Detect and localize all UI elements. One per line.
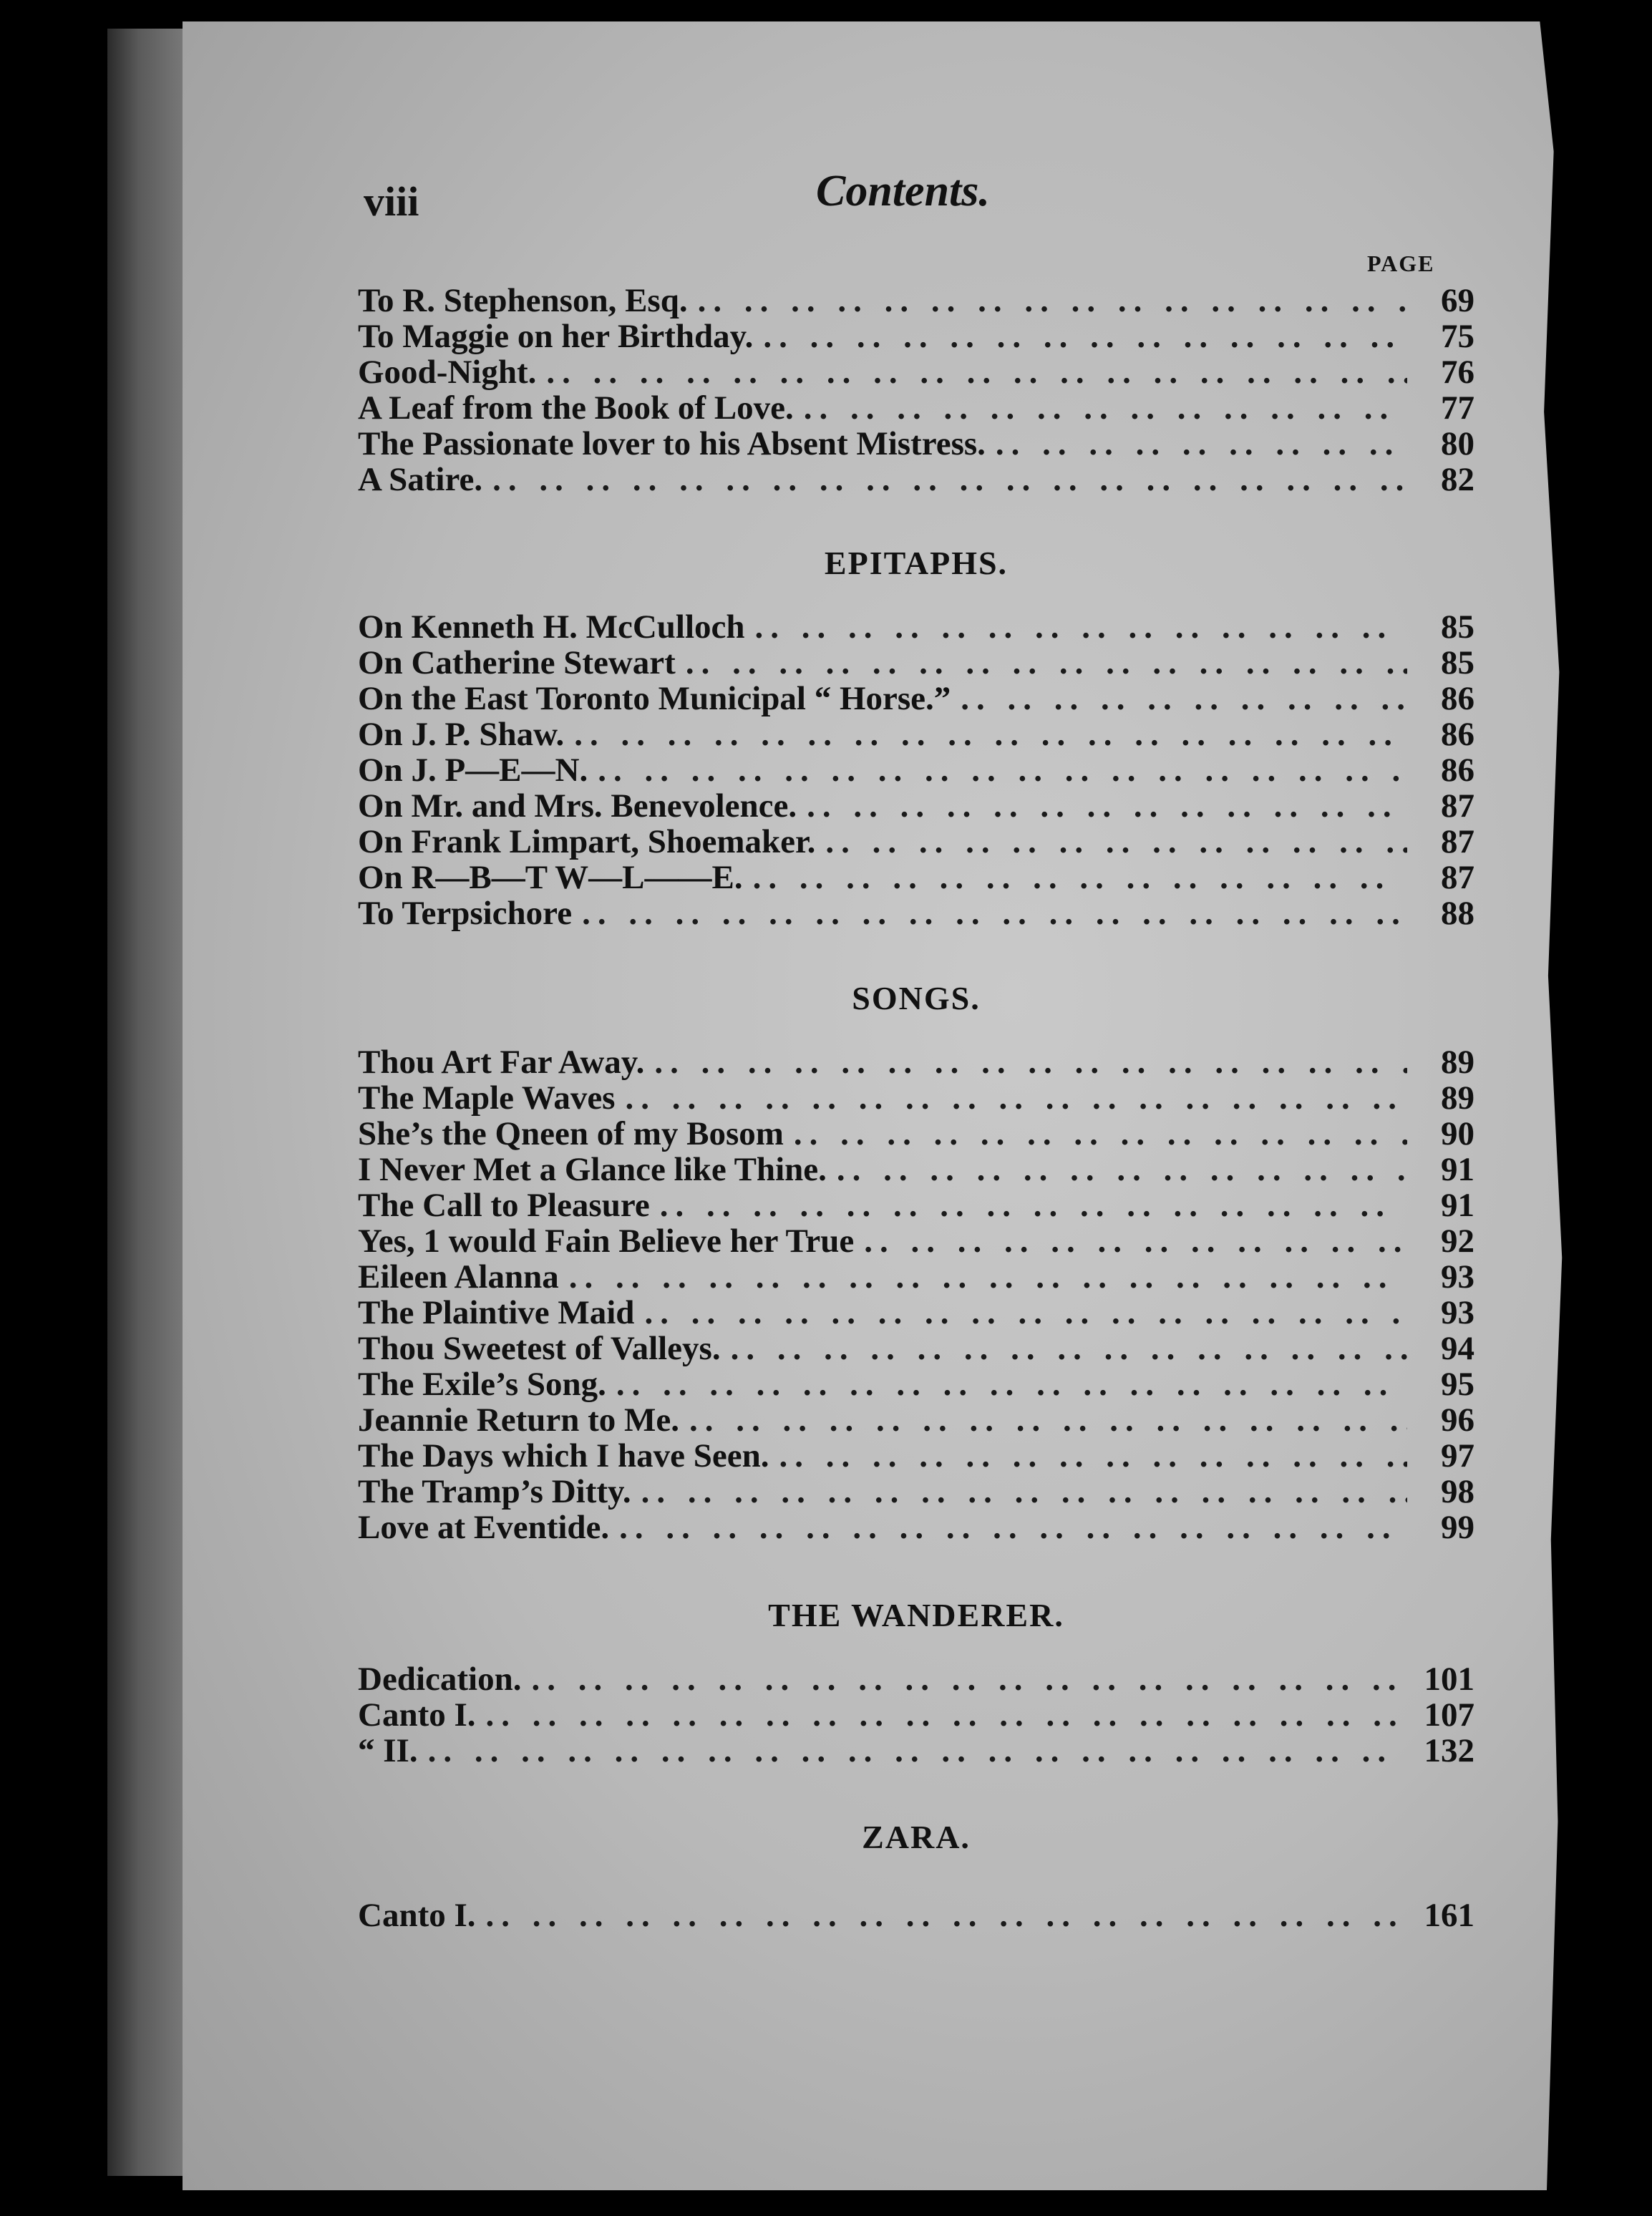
toc-entry: [358, 895, 1474, 931]
entry-page: 91: [1441, 1187, 1474, 1224]
entry-title: “ II.: [358, 1732, 418, 1769]
entry-title: On Kenneth H. McCulloch: [358, 608, 745, 646]
entry-title: On Frank Limpart, Shoemaker.: [358, 823, 816, 860]
entry-page: 99: [1441, 1509, 1474, 1546]
entry-page: 93: [1441, 1258, 1474, 1296]
dot-leader: [654, 1044, 1407, 1080]
toc-entry: [358, 426, 1474, 462]
entry-title: Good-Night.: [358, 354, 537, 391]
toc-entry: [358, 1366, 1474, 1402]
entry-title: Thou Sweetest of Valleys.: [358, 1330, 721, 1367]
entry-title: Canto I.: [358, 1696, 476, 1734]
dot-leader: [686, 645, 1407, 681]
entry-title: To R. Stephenson, Esq.: [358, 282, 688, 319]
toc-entry: [358, 1295, 1474, 1331]
entry-title: The Passionate lover to his Absent Mistress.: [358, 425, 986, 462]
dot-leader: [582, 895, 1407, 931]
entry-page: 75: [1441, 318, 1474, 355]
entry-page: 87: [1441, 787, 1474, 825]
entry-page: 96: [1441, 1401, 1474, 1439]
entry-page: 87: [1441, 859, 1474, 896]
entry-title: The Call to Pleasure: [358, 1187, 650, 1224]
entry-title: Thou Art Far Away.: [358, 1044, 645, 1081]
toc-entry: [358, 1223, 1474, 1259]
toc-entry: [358, 283, 1474, 319]
toc-entry: [358, 1116, 1474, 1152]
entry-page: 69: [1441, 282, 1474, 319]
entry-title: A Leaf from the Book of Love.: [358, 389, 794, 427]
entry-page: 161: [1424, 1897, 1474, 1934]
entry-page: 77: [1441, 389, 1474, 427]
dot-leader: [763, 319, 1407, 354]
toc-entry: [358, 681, 1474, 716]
section-heading: SONGS.: [852, 980, 981, 1016]
dot-leader: [755, 609, 1407, 645]
entry-title: On J. P. Shaw.: [358, 716, 565, 753]
dot-leader: [486, 1697, 1407, 1733]
toc-entry: [358, 1897, 1474, 1933]
entry-title: The Tramp’s Ditty.: [358, 1473, 631, 1510]
dot-leader: [531, 1661, 1407, 1697]
epitaphs-section: [358, 544, 1474, 931]
entry-page: 94: [1441, 1330, 1474, 1367]
dot-leader: [864, 1223, 1407, 1259]
entry-page: 107: [1424, 1696, 1474, 1734]
entry-page: 93: [1441, 1294, 1474, 1331]
entry-page: 101: [1424, 1661, 1474, 1698]
entry-page: 90: [1441, 1115, 1474, 1152]
entry-title: To Terpsichore: [358, 895, 573, 932]
dot-leader: [660, 1187, 1407, 1223]
entry-title: Jeannie Return to Me.: [358, 1401, 680, 1439]
entry-title: On the East Toronto Municipal “ Horse.”: [358, 680, 951, 717]
toc-entry: [358, 1438, 1474, 1474]
dot-leader: [996, 426, 1407, 462]
entry-page: 88: [1441, 895, 1474, 932]
dot-leader: [598, 752, 1407, 788]
entry-title: The Maple Waves: [358, 1079, 616, 1117]
toc-entry: [358, 390, 1474, 426]
dot-leader: [574, 716, 1407, 752]
entry-page: 85: [1441, 644, 1474, 681]
toc-entry: [358, 1152, 1474, 1187]
page-folio: viii: [364, 178, 419, 225]
entry-title: Dedication.: [358, 1661, 522, 1698]
dot-leader: [779, 1438, 1407, 1474]
toc-entry: [358, 788, 1474, 824]
entry-title: On J. P—E—N.: [358, 752, 588, 789]
entry-title: To Maggie on her Birthday.: [358, 318, 754, 355]
toc-entry: [358, 716, 1474, 752]
toc-entry: [358, 319, 1474, 354]
dot-leader: [794, 1116, 1407, 1152]
entry-page: 89: [1441, 1044, 1474, 1081]
toc-entry: [358, 462, 1474, 497]
entry-page: 132: [1424, 1732, 1474, 1769]
dot-leader: [546, 354, 1407, 390]
entry-title: On R—B—T W—L——E.: [358, 859, 743, 896]
entry-page: 95: [1441, 1366, 1474, 1403]
entry-title: The Days which I have Seen.: [358, 1437, 769, 1474]
entry-page: 89: [1441, 1079, 1474, 1117]
dot-leader: [837, 1152, 1407, 1187]
contents-front-section: [358, 283, 1474, 497]
toc-entry: [358, 354, 1474, 390]
wanderer-section: [358, 1596, 1474, 1769]
dot-leader: [619, 1510, 1407, 1545]
dot-leader: [616, 1366, 1407, 1402]
entry-page: 92: [1441, 1223, 1474, 1260]
entry-page: 80: [1441, 425, 1474, 462]
toc-entry: [358, 1044, 1474, 1080]
section-heading: THE WANDERER.: [768, 1597, 1064, 1633]
toc-entry: [358, 1733, 1474, 1769]
entry-page: 86: [1441, 716, 1474, 753]
entry-page: 85: [1441, 608, 1474, 646]
toc-entry: [358, 1402, 1474, 1438]
toc-entry: [358, 1187, 1474, 1223]
toc-entry: [358, 824, 1474, 860]
dot-leader: [825, 824, 1407, 860]
dot-leader: [625, 1080, 1407, 1116]
dot-leader: [689, 1402, 1407, 1438]
dot-leader: [486, 1897, 1407, 1933]
entry-title: A Satire.: [358, 461, 483, 498]
toc-entry: [358, 1474, 1474, 1510]
entry-title: On Catherine Stewart: [358, 644, 676, 681]
toc-entry: [358, 1510, 1474, 1545]
entry-page: 91: [1441, 1151, 1474, 1188]
dot-leader: [753, 860, 1407, 895]
zara-section: [358, 1818, 1474, 1933]
toc-entry: [358, 1080, 1474, 1116]
toc-entry: [358, 1661, 1474, 1697]
toc-entry: [358, 1331, 1474, 1366]
toc-entry: [358, 609, 1474, 645]
entry-page: 87: [1441, 823, 1474, 860]
section-heading: EPITAPHS.: [824, 545, 1009, 581]
entry-title: Yes, 1 would Fain Believe her True: [358, 1223, 855, 1260]
dot-leader: [698, 283, 1407, 319]
entry-page: 82: [1441, 461, 1474, 498]
entry-title: The Exile’s Song.: [358, 1366, 606, 1403]
dot-leader: [961, 681, 1407, 716]
page-column-label: PAGE: [1367, 251, 1435, 276]
entry-title: Love at Eventide.: [358, 1509, 610, 1546]
dot-leader: [644, 1295, 1407, 1331]
songs-section: [358, 979, 1474, 1545]
toc-entry: [358, 645, 1474, 681]
section-heading: ZARA.: [862, 1819, 971, 1855]
entry-page: 97: [1441, 1437, 1474, 1474]
entry-page: 86: [1441, 752, 1474, 789]
entry-page: 98: [1441, 1473, 1474, 1510]
dot-leader: [641, 1474, 1407, 1510]
dot-leader: [731, 1331, 1407, 1366]
entry-title: I Never Met a Glance like Thine.: [358, 1151, 827, 1188]
dot-leader: [492, 462, 1407, 497]
dot-leader: [569, 1259, 1407, 1295]
book-spine-edge: [107, 29, 186, 2176]
toc-entry: [358, 1697, 1474, 1733]
toc-entry: [358, 860, 1474, 895]
dot-leader: [807, 788, 1407, 824]
entry-title: She’s the Qneen of my Bosom: [358, 1115, 784, 1152]
dot-leader: [428, 1733, 1407, 1769]
toc-entry: [358, 1259, 1474, 1295]
entry-title: The Plaintive Maid: [358, 1294, 635, 1331]
entry-title: On Mr. and Mrs. Benevolence.: [358, 787, 797, 825]
running-head: Contents.: [816, 167, 990, 215]
entry-page: 76: [1441, 354, 1474, 391]
entry-title: Canto I.: [358, 1897, 476, 1934]
toc-entry: [358, 752, 1474, 788]
entry-page: 86: [1441, 680, 1474, 717]
dot-leader: [804, 390, 1407, 426]
entry-title: Eileen Alanna: [358, 1258, 559, 1296]
